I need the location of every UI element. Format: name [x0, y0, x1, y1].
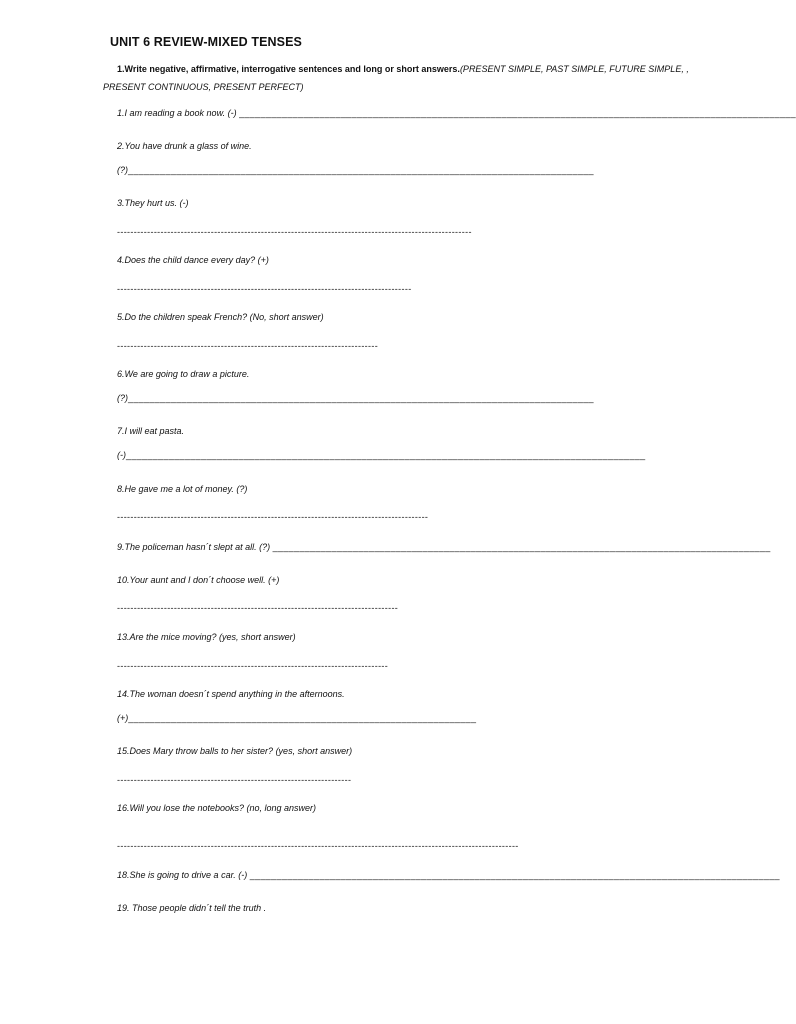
page-title: UNIT 6 REVIEW-MIXED TENSES — [110, 35, 302, 49]
exercise-prompt: 4.Does the child dance every day? (+) — [117, 255, 269, 265]
exercise-line — [117, 310, 587, 324]
exercise-line — [117, 339, 509, 353]
exercise-line — [117, 139, 587, 153]
answer-blank[interactable]: --------------------------------------------------------------------------------- — [117, 661, 389, 671]
answer-blank[interactable]: _______________________________________________________________________________________ — [128, 393, 594, 403]
exercise-prompt: 18.She is going to drive a car. (-) — [117, 870, 250, 880]
exercise-line — [117, 868, 780, 882]
answer-blank[interactable]: ------------------------------------------------------------------------------------ — [117, 603, 399, 613]
exercise-prompt: 15.Does Mary throw balls to her sister? (yes, short answer) — [117, 746, 353, 756]
exercise-line — [117, 687, 587, 701]
answer-blank[interactable]: ________________________________________________________________________________________________________ — [239, 108, 796, 118]
exercise-prompt: 3.They hurt us. (-) — [117, 198, 189, 208]
exercise-line — [117, 482, 587, 496]
exercise-line — [117, 225, 647, 239]
exercise-line — [117, 510, 587, 524]
exercise-prompt: 5.Do the children speak French? (No, short answer) — [117, 312, 324, 322]
answer-blank[interactable]: ------------------------------------------------------------------------------------------------------------------------ — [117, 841, 519, 851]
exercise-prompt: 10.Your aunt and I don´t choose well. (+) — [117, 575, 280, 585]
exercise-prompt: 7.I will eat pasta. — [117, 426, 185, 436]
exercise-prompt: 14.The woman doesn´t spend anything in the afternoons. — [117, 689, 345, 699]
answer-blank[interactable]: ---------------------------------------------------------------------------------------- — [117, 284, 412, 294]
exercise-prompt: 8.He gave me a lot of money. (?) — [117, 484, 248, 494]
exercise-line — [117, 367, 587, 381]
exercise-line — [117, 901, 587, 915]
exercise-prompt: 13.Are the mice moving? (yes, short answer) — [117, 632, 296, 642]
exercise-prompt: 6.We are going to draw a picture. — [117, 369, 250, 379]
exercise-prompt: (+) — [117, 713, 129, 723]
answer-blank[interactable]: ___________________________________________________________________________________________________ — [249, 870, 780, 880]
exercise-prompt: 1.I am reading a book now. (-) — [117, 108, 240, 118]
exercise-prompt: 16.Will you lose the notebooks? (no, long answer) — [117, 803, 317, 813]
answer-blank[interactable]: _________________________________________________________________ — [128, 713, 477, 723]
exercise-line — [117, 282, 567, 296]
exercise-prompt: 2.You have drunk a glass of wine. — [117, 141, 252, 151]
exercise-prompt: (?) — [117, 393, 128, 403]
exercise-line — [117, 773, 473, 787]
exercise-line — [117, 106, 796, 120]
instruction-tenses: (PRESENT SIMPLE, PAST SIMPLE, FUTURE SIMPLE, , PRESENT CONTINUOUS, PRESENT PERFECT) — [103, 64, 689, 92]
answer-blank[interactable]: --------------------------------------------------------------------------------------------- — [117, 512, 429, 522]
exercise-line — [117, 196, 587, 210]
exercise-line — [117, 391, 594, 405]
exercise-line — [117, 839, 719, 853]
exercise-prompt: 9.The policeman hasn´t slept at all. (?) — [117, 542, 273, 552]
instruction-paragraph — [103, 60, 728, 96]
exercise-line — [117, 659, 535, 673]
answer-blank[interactable]: ---------------------------------------------------------------------- — [117, 775, 352, 785]
exercise-prompt: (?) — [117, 165, 128, 175]
exercise-prompt: (-) — [117, 450, 126, 460]
exercise-prompt: 19. Those people didn´t tell the truth . — [117, 903, 267, 913]
exercise-line — [117, 424, 587, 438]
exercise-line — [117, 163, 594, 177]
exercise-line — [117, 711, 479, 725]
exercise-line — [117, 540, 771, 554]
exercise-line — [117, 801, 587, 815]
exercise-line — [117, 744, 587, 758]
answer-blank[interactable]: _________________________________________________________________________________________________ — [126, 450, 646, 460]
answer-blank[interactable]: _______________________________________________________________________________________ — [128, 165, 594, 175]
answer-blank[interactable]: ------------------------------------------------------------------------------ — [117, 341, 379, 351]
instruction-text: 1.Write negative, affirmative, interrogative sentences and long or short answers. — [117, 64, 460, 74]
exercise-line — [117, 253, 587, 267]
answer-blank[interactable]: ---------------------------------------------------------------------------------------------------------- — [117, 227, 472, 237]
exercise-line — [117, 601, 550, 615]
exercise-line — [117, 630, 587, 644]
answer-blank[interactable]: _____________________________________________________________________________________________ — [272, 542, 771, 552]
exercise-line — [117, 573, 587, 587]
exercise-line — [117, 448, 647, 462]
